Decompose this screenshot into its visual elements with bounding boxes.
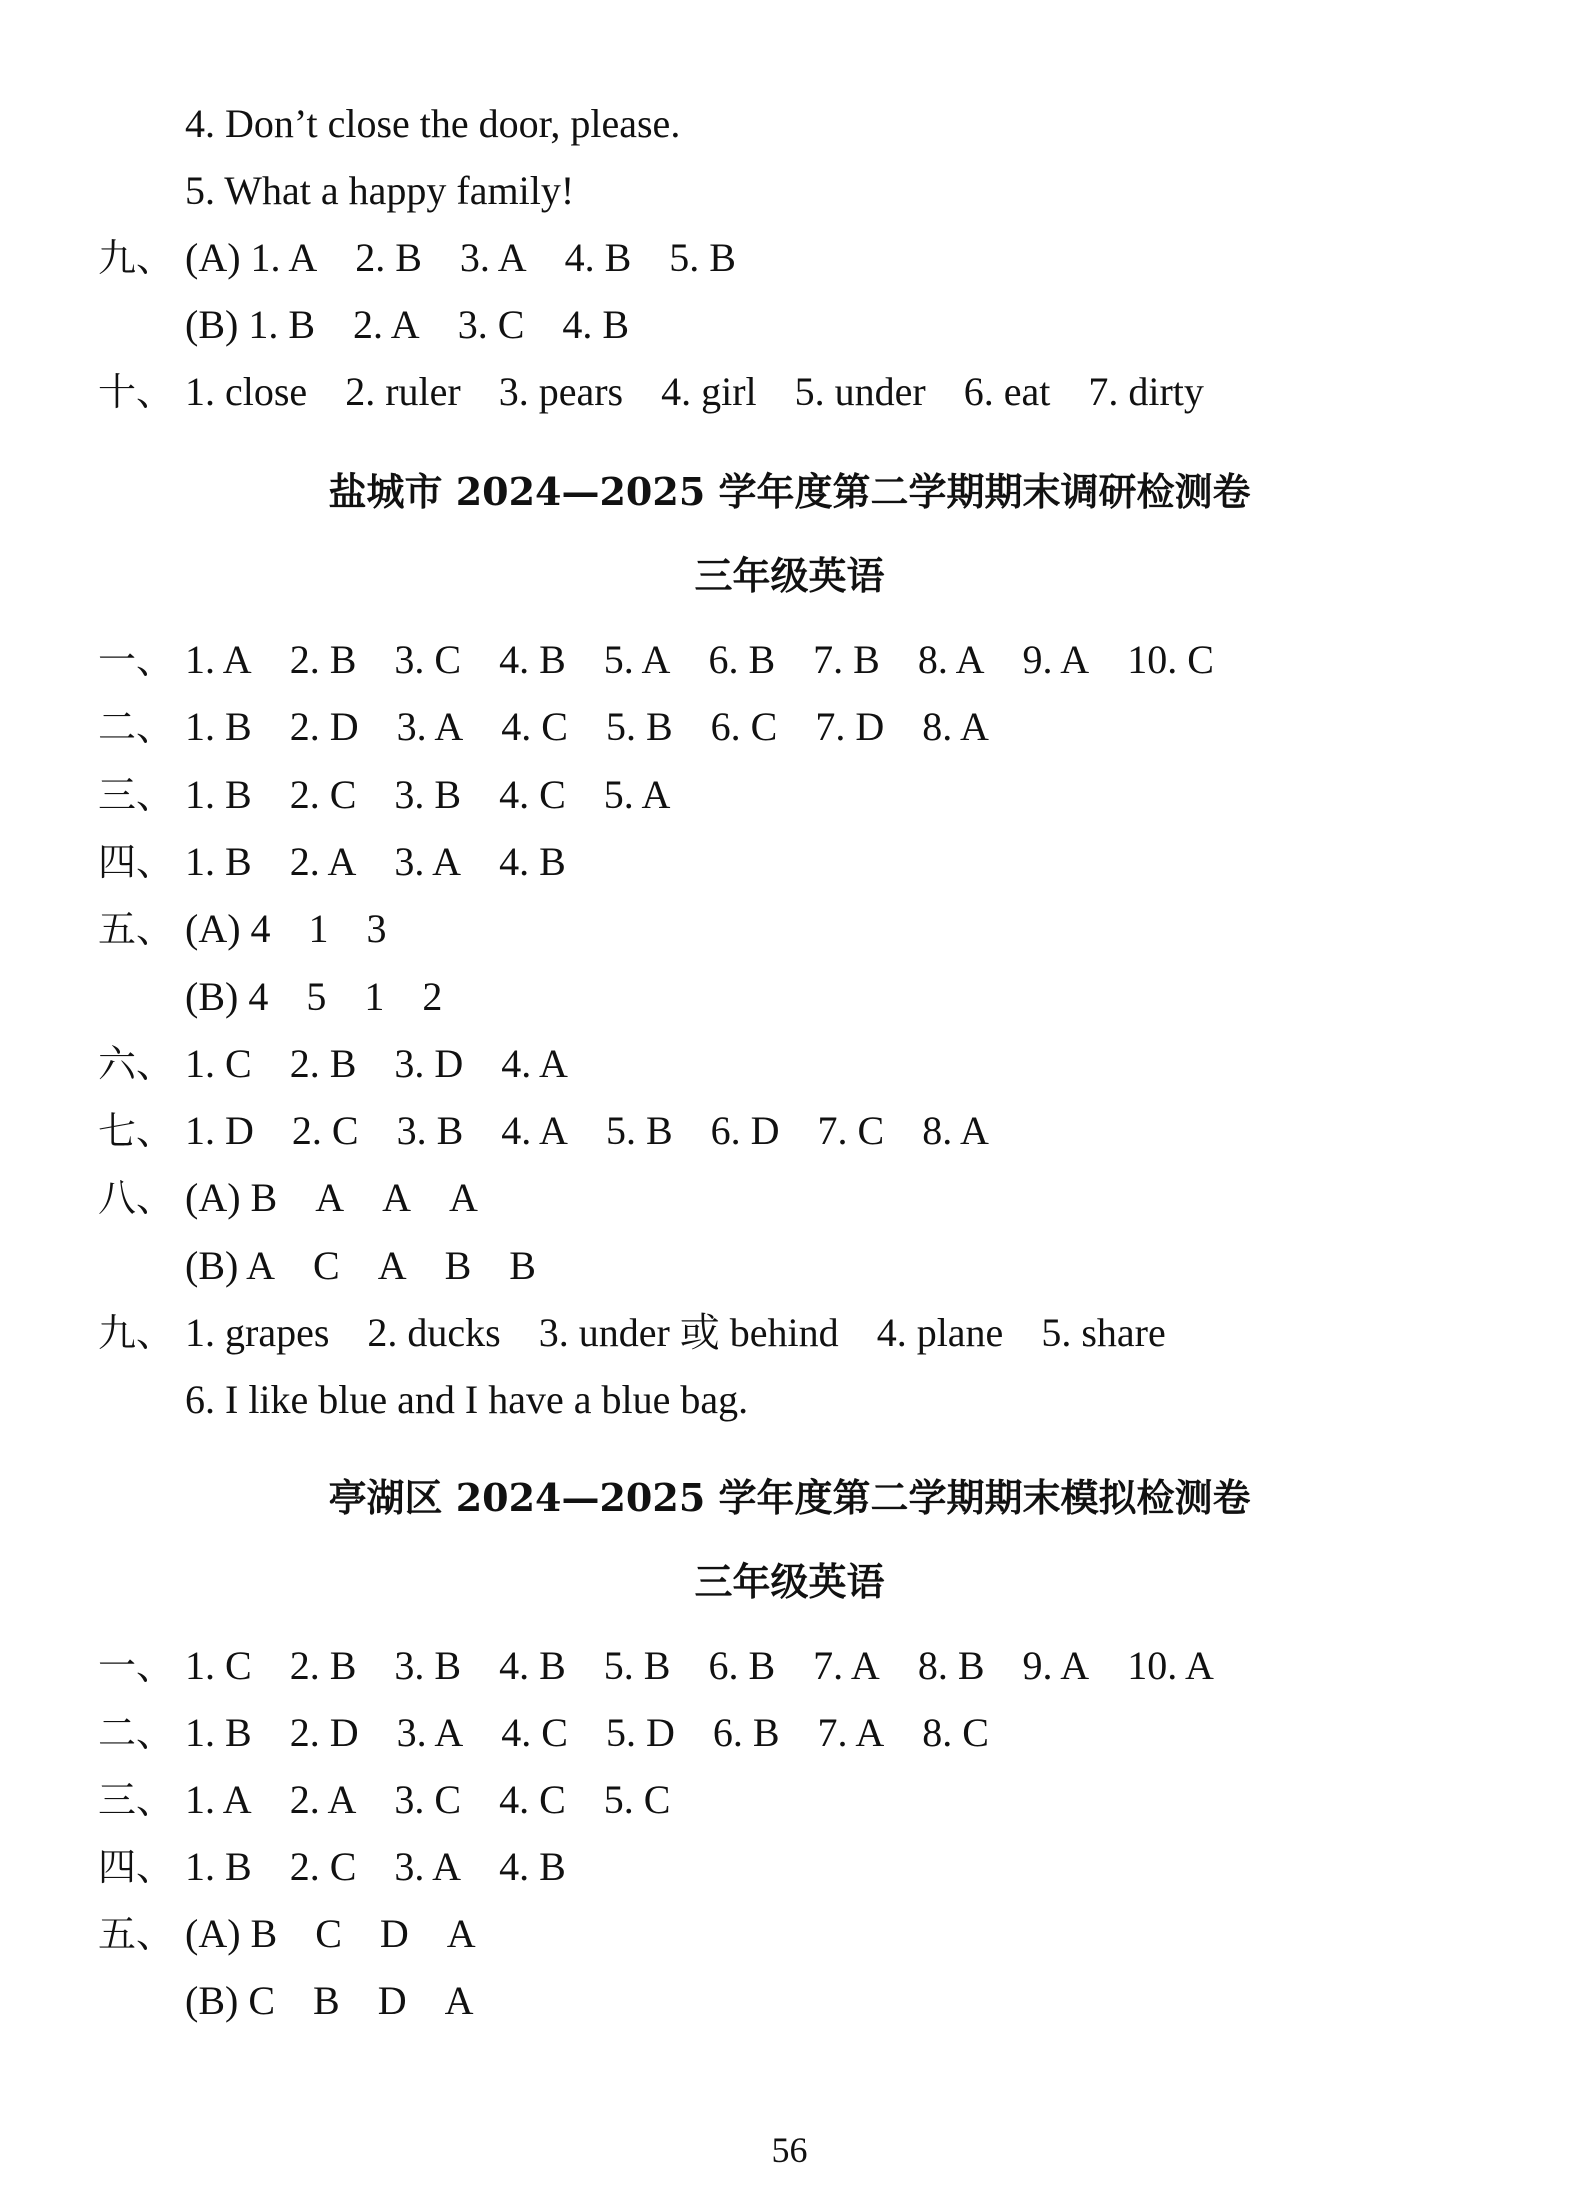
answer-item: 8. B <box>917 1643 985 1688</box>
answer-item: 5. under <box>794 369 926 414</box>
answer-item: 6. I like blue and I have a blue bag. <box>185 1377 749 1423</box>
section-2-subtitle: 三年级英语 <box>694 1559 885 1604</box>
answer-item: 8. A <box>922 704 989 750</box>
answer-item: B <box>444 1242 472 1288</box>
question-number: 一、 <box>98 638 175 682</box>
answer-item: 6. eat <box>963 369 1051 414</box>
answer-text <box>185 295 629 355</box>
answer-item: A <box>315 1175 345 1221</box>
answer-item: 1. C <box>185 1643 252 1688</box>
answer-item: 4. girl <box>661 369 757 414</box>
answer-item: (B) C <box>185 1978 275 2023</box>
answer-text <box>185 1370 748 1430</box>
answer-text <box>185 1101 989 1161</box>
answer-item: (A) B <box>185 1911 278 1956</box>
answer-item: 3. C <box>394 1777 462 1822</box>
answer-item: 2. C <box>289 771 357 817</box>
answer-item: 1. B <box>185 838 252 884</box>
answer-item: 3. A <box>394 838 462 884</box>
answer-text <box>185 1303 1166 1363</box>
answer-item: 3. under 或 behind <box>538 1310 839 1355</box>
answer-item: 3. B <box>394 1643 462 1688</box>
answer-text <box>185 1837 566 1897</box>
answer-item: 5. B <box>605 1108 673 1154</box>
answer-item: 6. B <box>712 1710 780 1755</box>
answer-text <box>185 967 442 1027</box>
answer-item: 7. D <box>815 704 885 750</box>
answer-item: 3. A <box>394 1844 462 1889</box>
answer-item: (A) 4 <box>185 906 271 952</box>
answer-item: C <box>315 1911 342 1956</box>
answer-item: 2. A <box>289 838 357 884</box>
answer-item: 6. C <box>710 704 778 750</box>
answer-item: 2 <box>422 973 443 1019</box>
answer-item: 8. A <box>922 1108 989 1154</box>
answer-item: 1 <box>364 973 385 1019</box>
answer-item: 4. A <box>501 1040 568 1086</box>
answer-item: 1. grapes <box>185 1310 330 1355</box>
question-number: 三、 <box>98 1778 175 1822</box>
answer-text <box>185 1168 478 1228</box>
answer-item: 3. A <box>396 1710 464 1755</box>
answer-text <box>185 362 1204 422</box>
answer-item: 1 <box>308 906 329 952</box>
answer-item: A <box>377 1242 407 1288</box>
answer-item: 7. dirty <box>1088 369 1204 414</box>
answer-item: 6. B <box>708 637 776 682</box>
answer-text <box>185 1636 1214 1696</box>
answer-item: 5. D <box>605 1710 675 1755</box>
page-number: 56 <box>771 2130 808 2170</box>
answer-item: 7. A <box>817 1710 885 1755</box>
answer-item: 1. B <box>185 1710 252 1755</box>
answer-item: 4. C <box>499 1777 566 1822</box>
answer-item: 4. B <box>564 235 632 280</box>
answer-item: 7. C <box>817 1108 885 1154</box>
answer-item: 8. A <box>917 637 985 682</box>
answer-item: 1. D <box>185 1108 254 1154</box>
answer-item: (B) 1. B <box>185 302 315 347</box>
answer-item: 5 <box>306 973 327 1019</box>
answer-item: 6. B <box>708 1643 776 1688</box>
answer-item: A <box>449 1175 478 1221</box>
question-number: 二、 <box>98 705 175 750</box>
section-1-subtitle: 三年级英语 <box>694 553 885 598</box>
answer-text <box>185 94 680 154</box>
answer-item: 1. A <box>185 637 252 682</box>
answer-item: 9. A <box>1022 637 1090 682</box>
answer-text <box>185 899 387 959</box>
answer-text <box>185 1034 568 1094</box>
answer-item: 4. B <box>499 838 566 884</box>
answer-item: 2. ducks <box>367 1310 501 1355</box>
answer-item: 3. D <box>394 1040 464 1086</box>
answer-text <box>185 697 989 757</box>
question-number: 五、 <box>98 1912 175 1956</box>
answer-item: A <box>446 1911 476 1956</box>
question-number: 九、 <box>98 236 175 280</box>
answer-item: 7. B <box>813 637 880 682</box>
answer-text <box>185 1770 670 1830</box>
answer-item: 3. A <box>396 704 464 750</box>
answer-item: 5. B <box>605 704 673 750</box>
answer-item: 2. B <box>289 1040 357 1086</box>
answer-item: 10. A <box>1127 1643 1214 1688</box>
section-2-title: 亭湖区 2024—2025 学年度第二学期期末模拟检测卷 <box>328 1475 1251 1520</box>
answer-item: 7. A <box>813 1643 880 1688</box>
answer-item: 2. A <box>289 1777 357 1822</box>
answer-item: 2. C <box>289 1844 357 1889</box>
answer-item: 3 <box>366 906 387 952</box>
answer-text <box>185 1971 473 2031</box>
answer-item: 3. B <box>396 1108 464 1154</box>
section-1-title: 盐城市 2024—2025 学年度第二学期期末调研检测卷 <box>328 469 1251 514</box>
answer-item: 2. ruler <box>345 369 461 414</box>
answer-item: A <box>382 1175 411 1221</box>
answer-item: 4. B <box>499 1643 566 1688</box>
answer-item: (B) A <box>185 1242 275 1288</box>
answer-item: 2. A <box>353 302 420 347</box>
answer-item: (A) 1. A <box>185 235 318 280</box>
question-number: 十、 <box>98 370 175 414</box>
answer-item: 4. B <box>562 302 630 347</box>
answer-item: (B) 4 <box>185 973 269 1019</box>
answer-item: C <box>313 1242 340 1288</box>
answer-item: 4. B <box>499 637 566 682</box>
answer-item: 1. C <box>185 1040 252 1086</box>
question-number: 四、 <box>98 839 175 884</box>
answer-text <box>185 1904 476 1964</box>
answer-item: 3. B <box>394 771 462 817</box>
answer-item: 5. C <box>603 1777 671 1822</box>
answer-item: B <box>313 1978 340 2023</box>
answer-item: 3. pears <box>498 369 624 414</box>
answer-item: 4. Don’t close the door, please. <box>185 101 681 146</box>
question-number: 七、 <box>98 1109 175 1154</box>
answer-text <box>185 1703 989 1763</box>
answer-item: 2. B <box>355 235 422 280</box>
answer-text <box>185 832 566 892</box>
answer-item: 1. B <box>185 771 252 817</box>
answer-item: 3. C <box>457 302 525 347</box>
answer-text <box>185 161 574 221</box>
question-number: 五、 <box>98 907 175 952</box>
answer-item: (A) B <box>185 1175 278 1221</box>
answer-text <box>185 228 736 288</box>
answer-text <box>185 765 670 825</box>
answer-item: 5. B <box>669 235 736 280</box>
answer-item: 4. B <box>499 1844 566 1889</box>
question-number: 三、 <box>98 772 175 817</box>
answer-item: 1. close <box>185 369 308 414</box>
answer-item: 1. B <box>185 704 252 750</box>
answer-text <box>185 630 1214 690</box>
answer-item: 2. B <box>289 1643 357 1688</box>
question-number: 四、 <box>98 1845 175 1889</box>
answer-item: 5. A <box>603 637 671 682</box>
question-number: 六、 <box>98 1041 175 1086</box>
answer-item: 1. B <box>185 1844 252 1889</box>
answer-item: D <box>377 1978 407 2023</box>
question-number: 一、 <box>98 1644 175 1688</box>
answer-item: B <box>509 1242 536 1288</box>
answer-item: 2. C <box>291 1108 359 1154</box>
answer-item: 6. D <box>710 1108 780 1154</box>
answer-item: 5. share <box>1041 1310 1166 1355</box>
answer-item: 5. What a happy family! <box>185 168 575 213</box>
answer-item: D <box>379 1911 409 1956</box>
answer-item: 10. C <box>1127 637 1214 682</box>
question-number: 九、 <box>98 1311 175 1355</box>
answer-item: A <box>444 1978 474 2023</box>
answer-item: 9. A <box>1022 1643 1090 1688</box>
answer-item: 2. B <box>289 637 357 682</box>
answer-item: 4. C <box>501 1710 568 1755</box>
answer-text <box>185 1236 536 1296</box>
answer-item: 8. C <box>922 1710 989 1755</box>
question-number: 八、 <box>98 1176 175 1221</box>
answer-item: 2. D <box>289 704 359 750</box>
answer-item: 4. C <box>501 704 568 750</box>
answer-item: 4. plane <box>876 1310 1004 1355</box>
question-number: 二、 <box>98 1711 175 1755</box>
answer-item: 3. C <box>394 637 462 682</box>
answer-item: 2. D <box>289 1710 359 1755</box>
answer-item: 1. A <box>185 1777 252 1822</box>
answer-item: 5. B <box>603 1643 671 1688</box>
answer-item: 4. C <box>499 771 566 817</box>
answer-item: 4. A <box>501 1108 568 1154</box>
answer-item: 5. A <box>603 771 671 817</box>
answer-item: 3. A <box>459 235 527 280</box>
